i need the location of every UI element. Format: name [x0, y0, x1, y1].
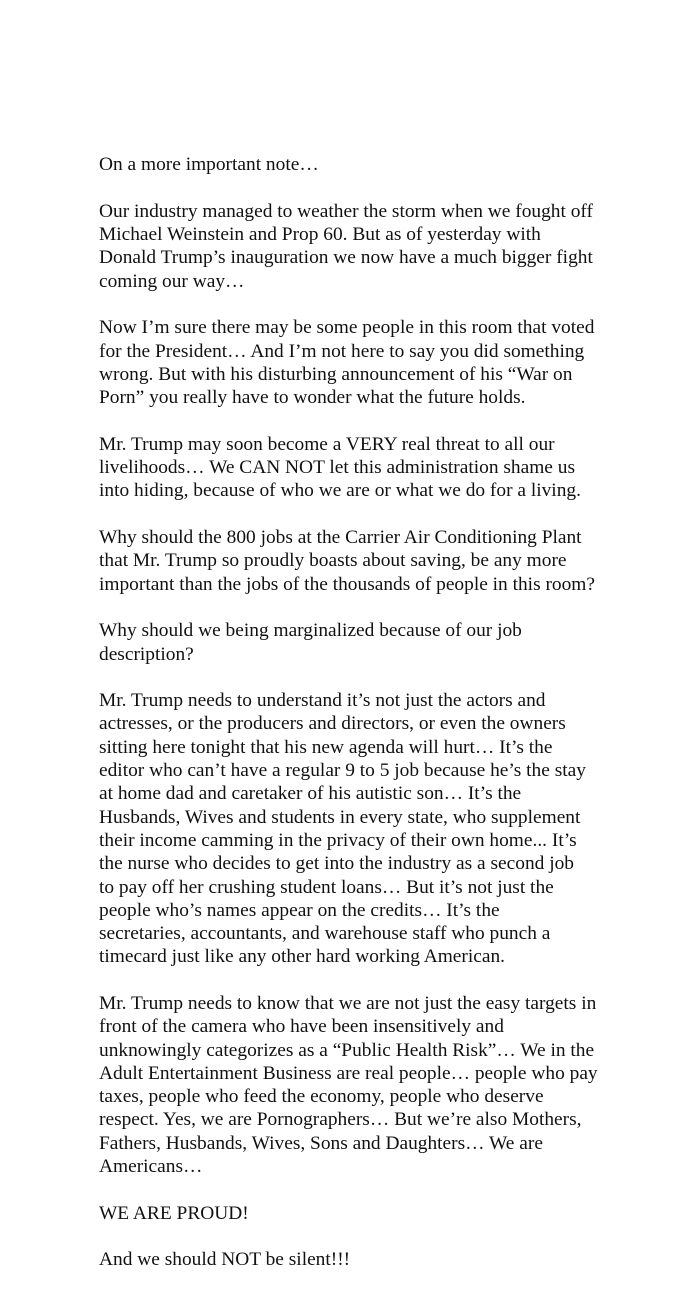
paragraph-marginalized: Why should we being marginalized because of our job description? [99, 620, 522, 665]
paragraph-who-gets-hurt: Mr. Trump needs to understand it’s not just the actors and actresses, or the producers and directors, or even the owners sitting here tonight that his new agenda will hurt… It’s the editor who can’t have a regular 9 to 5 job because he’s the stay at home dad and caretaker of his autistic son… It’s the Husbands, Wives and students in every state, who supplement their income camming in the privacy of their own home... It’s the nurse who decides to get into the industry as a second job to pay off her crushing student loans… But it’s not just the people who’s names appear on the credits… It’s the secretaries, accountants, and warehouse staff who punch a timecard just like any other hard working American. [99, 690, 586, 968]
paragraph-real-people: Mr. Trump needs to know that we are not just the easy targets in front of the camera who have been insensitively and unknowingly categorizes as a “Public Health Risk”… We in the Adult Entertainment Business are real people… people who pay taxes, people who feed the economy, people who deserve respect. Yes, we are Pornographers… But we’re also Mothers, Fathers, Husbands, Wives, Sons and Daughters… We are Americans… [99, 992, 598, 1178]
paragraph-industry-storm: Our industry managed to weather the storm when we fought off Michael Weinstein and Prop 60. But as of yesterday with Donald Trump’s inauguration we now have a much bigger fight coming our way… [99, 200, 593, 292]
paragraph-president-voters: Now I’m sure there may be some people in this room that voted for the President… And I’m not here to say you did something wrong. But with his disturbing announcement of his “War on Porn” you really have to wonder what the future holds. [99, 317, 595, 409]
speech-text [99, 130, 644, 1295]
paragraph-not-silent: And we should NOT be silent!!! [99, 1249, 351, 1271]
paragraph-carrier-jobs: Why should the 800 jobs at the Carrier Air Conditioning Plant that Mr. Trump so proudly boasts about saving, be any more important than the jobs of the thousands of people in this room? [99, 527, 595, 595]
paragraph-proud: WE ARE PROUD! [99, 1202, 249, 1224]
paragraph-intro: On a more important note… [99, 154, 319, 176]
paragraph-real-threat: Mr. Trump may soon become a VERY real threat to all our livelihoods… We CAN NOT let this administration shame us into hiding, because of who we are or what we do for a living. [99, 433, 581, 502]
